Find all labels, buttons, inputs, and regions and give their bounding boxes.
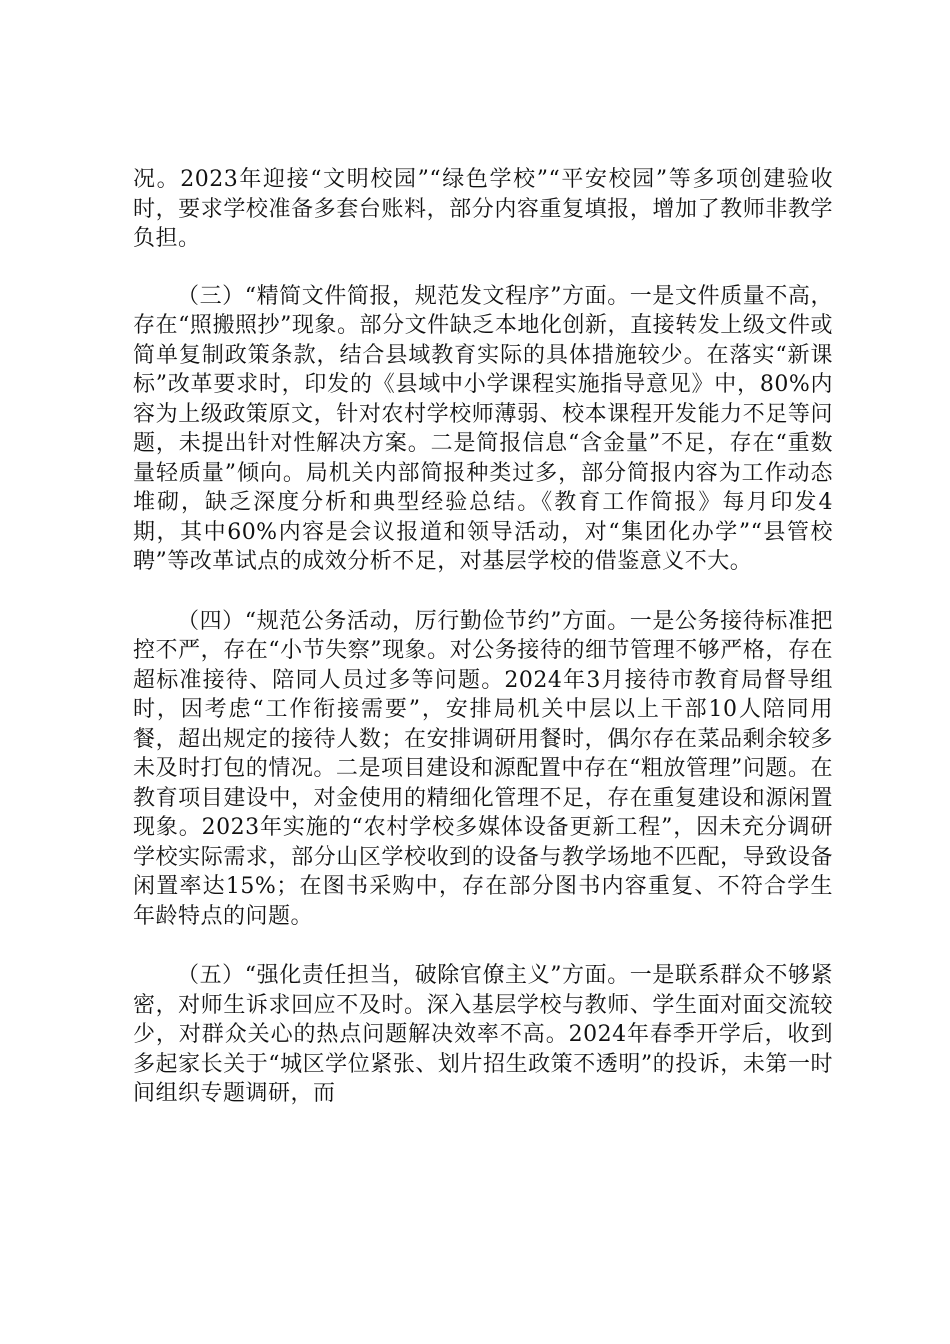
paragraph-section-three: （三）“精简文件简报，规范发文程序”方面。一是文件质量不高，存在“照搬照抄”现象。部分文件缺乏本地化创新，直接转发上级文件或简单复制政策条款，结合县域教育实际的具体措施较少。在落实“新课标”改革要求时，印发的《县域中小学课程实施指导意见》中，80%内容为上级政策原文，针对农村学校师薄弱、校本课程开发能力不足等问题，未提出针对性解决方案。二是简报信息“含金量”不足，存在“重数量轻质量”倾向。局机关内部简报种类过多，部分简报内容为工作动态堆砌，缺乏深度分析和典型经验总结。《教育工作简报》每月印发4期，其中60%内容是会议报道和领导活动，对“集团化办学”“县管校聘”等改革试点的成效分析不足，对基层学校的借鉴意义不大。 xyxy=(133,283,833,574)
paragraph-section-four: （四）“规范公务活动，厉行勤俭节约”方面。一是公务接待标准把控不严，存在“小节失察”现象。对公务接待的细节管理不够严格，存在超标准接待、陪同人员过多等问题。2024年3月接待市教育局督导组时，因考虑“工作衔接需要”，安排局机关中层以上干部10人陪同用餐，超出规定的接待人数；在安排调研用餐时，偶尔存在菜品剩余较多未及时打包的情况。二是项目建设和源配置中存在“粗放管理”问题。在教育项目建设中，对金使用的精细化管理不足，存在重复建设和源闲置现象。2023年实施的“农村学校多媒体设备更新工程”，因未充分调研学校实际需求，部分山区学校收到的设备与教学场地不匹配，导致设备闲置率达15%；在图书采购中，存在部分图书内容重复、不符合学生年龄特点的问题。 xyxy=(133,608,833,929)
paragraph-section-five: （五）“强化责任担当，破除官僚主义”方面。一是联系群众不够紧密，对师生诉求回应不及时。深入基层学校与教师、学生面对面交流较少，对群众关心的热点问题解决效率不高。2024年春季开学后，收到多起家长关于“城区学位紧张、划片招生政策不透明”的投诉，未第一时间组织专题调研，而 xyxy=(133,963,833,1106)
document-body xyxy=(133,165,833,1139)
paragraph-continuation: 况。2023年迎接“文明校园”“绿色学校”“平安校园”等多项创建验收时，要求学校准备多套台账料，部分内容重复填报，增加了教师非教学负担。 xyxy=(133,167,833,251)
